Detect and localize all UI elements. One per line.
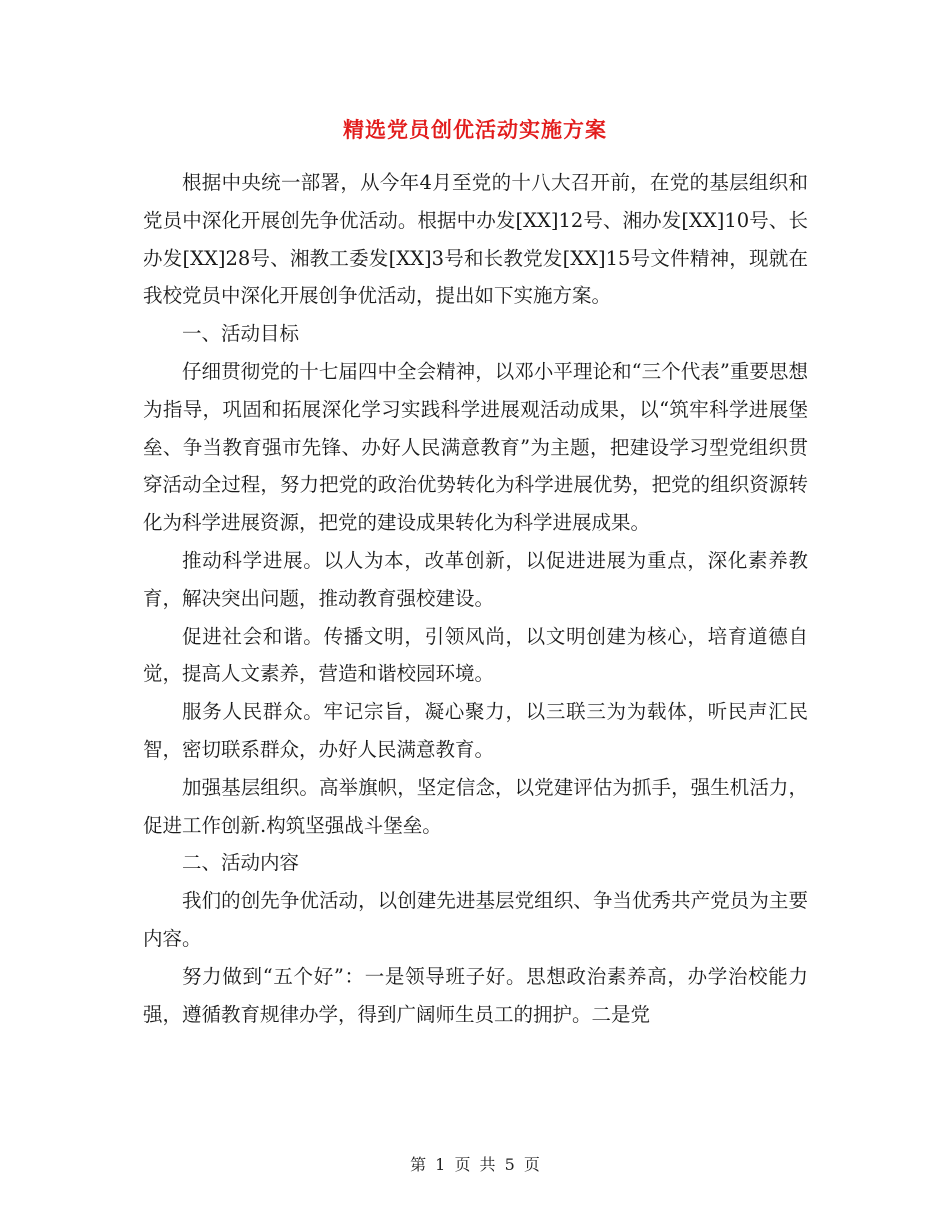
section-heading-content: 二、活动内容 <box>182 851 300 875</box>
paragraph-serve-people: 服务人民群众。牢记宗旨，凝心聚力，以三联三为为载体，听民声汇民智，密切联系群众，办好人民满意教育。 <box>143 700 808 761</box>
paragraph-social-harmony: 促进社会和谐。传播文明，引领风尚，以文明创建为核心，培育道德自觉，提高人文素养，营造和谐校园环境。 <box>143 624 808 686</box>
paragraph-strengthen-organization: 加强基层组织。高举旗帜，坚定信念，以党建评估为抓手，强生机活力，促进工作创新.构筑坚强战斗堡垒。 <box>143 775 808 837</box>
document-title: 精选党员创优活动实施方案 <box>343 117 607 142</box>
page-footer: 第 1 页 共 5 页 <box>410 1155 540 1174</box>
paragraph-goals: 仔细贯彻党的十七届四中全会精神，以邓小平理论和“三个代表”重要思想为指导，巩固和拓展深化学习实践科学进展观活动成果，以“筑牢科学进展堡垒、争当教育强市先锋、办好人民满意教育”为主题，把建设学习型党组织贯穿活动全过程，努力把党的政治优势转化为科学进展优势，把党的组织资源转化为科学进展资源，把党的建设成果转化为科学进展成果。 <box>143 359 808 535</box>
section-heading-goals: 一、活动目标 <box>182 322 300 346</box>
paragraph-five-goods: 努力做到“五个好”：一是领导班子好。思想政治素养高，办学治校能力强，遵循教育规律办学，得到广阔师生员工的拥护。二是党 <box>143 964 808 1026</box>
paragraph-content: 我们的创先争优活动，以创建先进基层党组织、争当优秀共产党员为主要内容。 <box>143 889 808 950</box>
paragraph-intro: 根据中央统一部署，从今年4月至党的十八大召开前，在党的基层组织和党员中深化开展创先争优活动。根据中办发[XX]12号、湘办发[XX]10号、长办发[XX]28号、湘教工委发[XX]3号和长教党发[XX]15号文件精神，现就在我校党员中深化开展创争优活动，提出如下实施方案。 <box>143 171 808 308</box>
document-body <box>143 164 808 1033</box>
paragraph-promote-development: 推动科学进展。以人为本，改革创新，以促进进展为重点，深化素养教育，解决突出问题，推动教育强校建设。 <box>143 548 808 610</box>
